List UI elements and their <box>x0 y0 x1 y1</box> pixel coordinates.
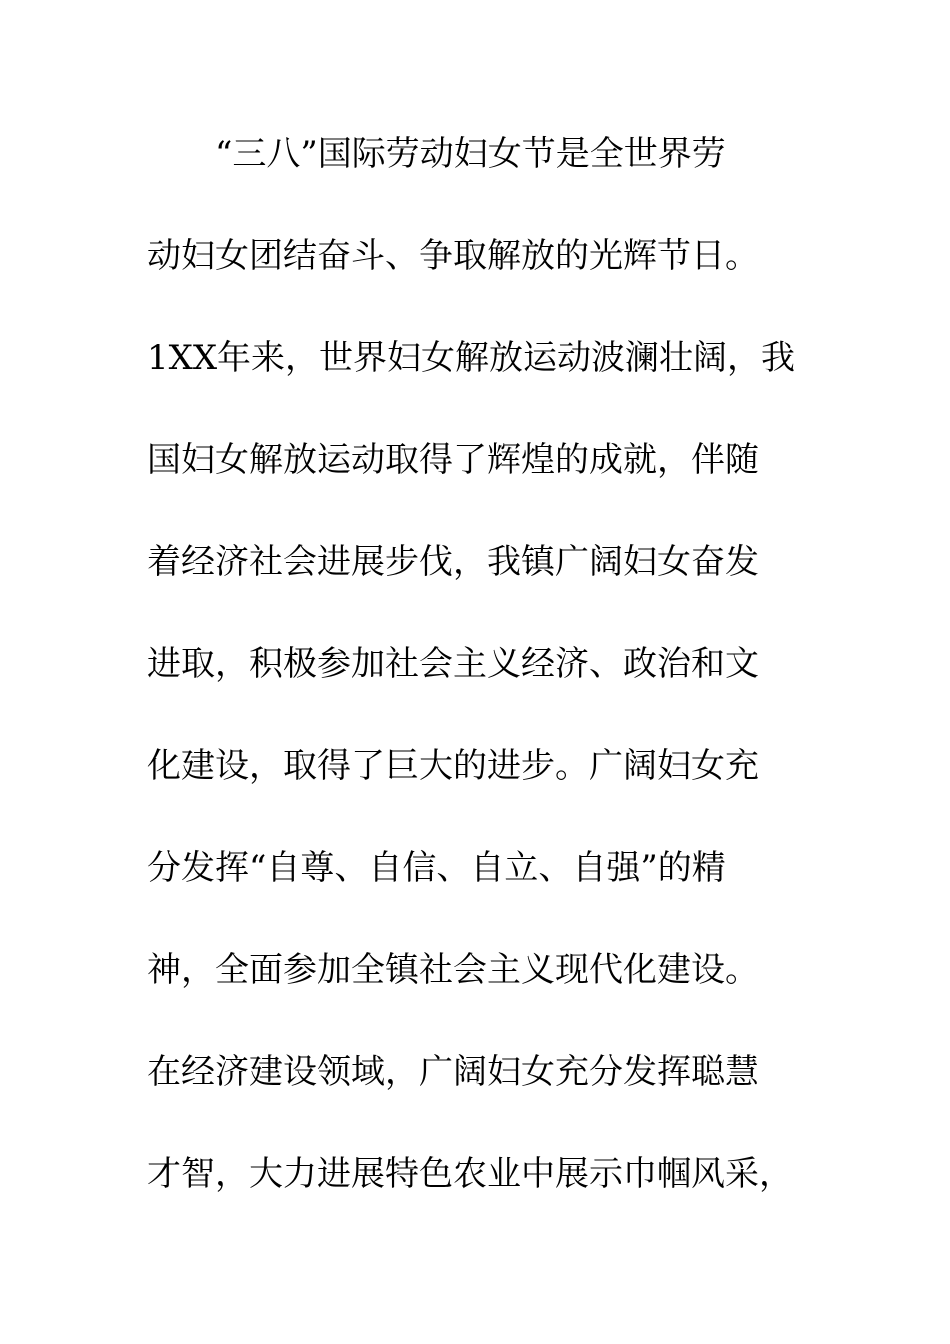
body-paragraph <box>147 122 807 1244</box>
text-line-11: 才智，大力进展特色农业中展示巾帼风采， <box>147 1154 793 1194</box>
text-line-1: “三八”国际劳动妇女节是全世界劳 <box>215 134 726 174</box>
text-line-4: 国妇女解放运动取得了辉煌的成就，伴随 <box>147 440 759 480</box>
text-line-9: 神，全面参加全镇社会主义现代化建设。 <box>147 950 759 990</box>
text-line-8: 分发挥“自尊、自信、自立、自强”的精 <box>147 848 726 888</box>
text-line-7: 化建设，取得了巨大的进步。广阔妇女充 <box>147 746 759 786</box>
text-line-6: 进取，积极参加社会主义经济、政治和文 <box>147 644 759 684</box>
text-line-5: 着经济社会进展步伐，我镇广阔妇女奋发 <box>147 542 759 582</box>
text-line-2: 动妇女团结奋斗、争取解放的光辉节日。 <box>147 236 759 276</box>
text-line-10: 在经济建设领域，广阔妇女充分发挥聪慧 <box>147 1052 759 1092</box>
text-line-3: 1XX年来，世界妇女解放运动波澜壮阔，我 <box>147 338 796 378</box>
